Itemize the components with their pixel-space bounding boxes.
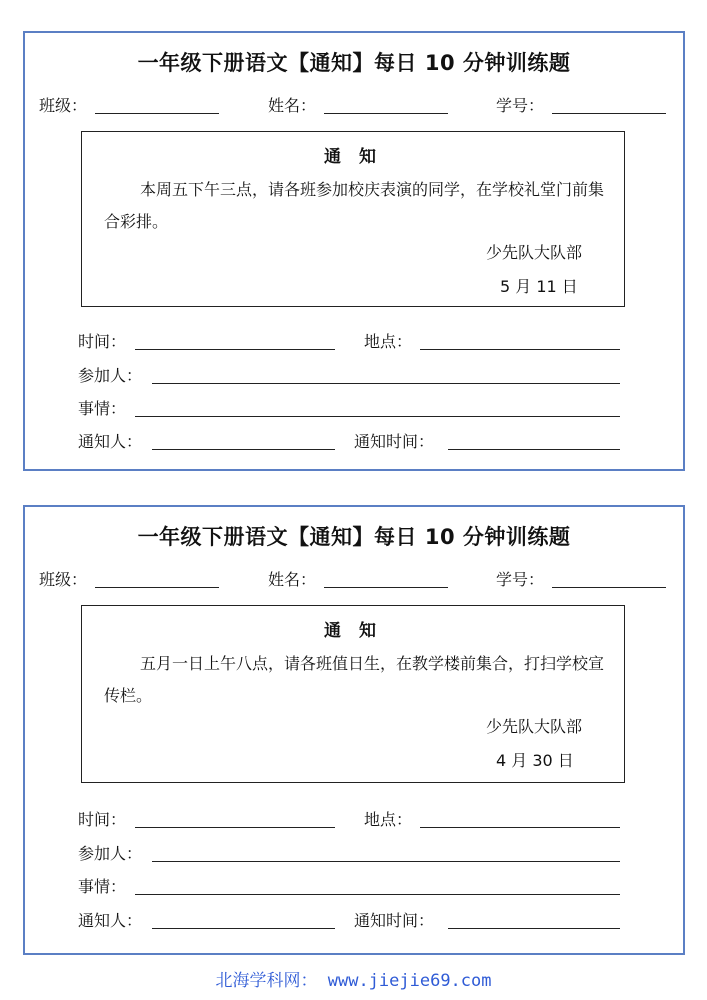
- name-blank[interactable]: [324, 587, 448, 588]
- student-number-blank[interactable]: [552, 587, 666, 588]
- place-label: 地点：: [364, 332, 413, 351]
- matter-label: 事情：: [78, 399, 127, 418]
- notifier-blank[interactable]: [152, 928, 335, 929]
- footer-watermark: 北海学科网： www.jiejie69.com: [215, 971, 492, 991]
- name-label: 姓名：: [268, 570, 317, 589]
- participants-row: [78, 841, 622, 865]
- participants-row: [78, 363, 622, 387]
- matter-blank[interactable]: [135, 416, 620, 417]
- time-place-row: [78, 807, 622, 831]
- student-number-label: 学号：: [496, 570, 545, 589]
- participants-label: 参加人：: [78, 844, 143, 863]
- notice-box: [81, 605, 625, 783]
- worksheet-2: [23, 505, 685, 955]
- place-blank[interactable]: [420, 827, 620, 828]
- student-number-label: 学号：: [496, 96, 545, 115]
- name-blank[interactable]: [324, 113, 448, 114]
- notify-time-blank[interactable]: [448, 449, 620, 450]
- worksheet-title: 一年级下册语文【通知】每日 10 分钟训练题: [137, 51, 571, 75]
- notifier-row: [78, 429, 622, 453]
- student-number-blank[interactable]: [552, 113, 666, 114]
- notifier-blank[interactable]: [152, 449, 335, 450]
- time-label: 时间：: [78, 810, 127, 829]
- matter-label: 事情：: [78, 877, 127, 896]
- student-info-row: [39, 567, 679, 591]
- time-blank[interactable]: [135, 827, 335, 828]
- participants-blank[interactable]: [152, 861, 620, 862]
- notify-time-label: 通知时间：: [354, 432, 435, 451]
- class-blank[interactable]: [95, 113, 219, 114]
- notice-date: 4 月 30 日: [496, 751, 574, 770]
- notice-signature: 少先队大队部: [485, 243, 582, 262]
- time-blank[interactable]: [135, 349, 335, 350]
- place-label: 地点：: [364, 810, 413, 829]
- notify-time-label: 通知时间：: [354, 911, 435, 930]
- notice-body: 本周五下午三点，请各班参加校庆表演的同学，在学校礼堂门前集合彩排。: [104, 180, 605, 231]
- notice-signature: 少先队大队部: [485, 717, 582, 736]
- notifier-row: [78, 908, 622, 932]
- name-label: 姓名：: [268, 96, 317, 115]
- participants-blank[interactable]: [152, 383, 620, 384]
- class-blank[interactable]: [95, 587, 219, 588]
- matter-row: [78, 874, 622, 898]
- matter-row: [78, 396, 622, 420]
- time-place-row: [78, 329, 622, 353]
- notice-box: [81, 131, 625, 307]
- student-info-row: [39, 93, 679, 117]
- notice-body: 五月一日上午八点，请各班值日生，在教学楼前集合，打扫学校宣传栏。: [104, 654, 605, 705]
- matter-blank[interactable]: [135, 894, 620, 895]
- notifier-label: 通知人：: [78, 911, 143, 930]
- notice-heading: 通 知: [324, 621, 382, 641]
- time-label: 时间：: [78, 332, 127, 351]
- class-label: 班级：: [39, 96, 88, 115]
- participants-label: 参加人：: [78, 366, 143, 385]
- worksheet-title: 一年级下册语文【通知】每日 10 分钟训练题: [137, 525, 571, 549]
- notice-heading: 通 知: [324, 147, 382, 167]
- worksheet-1: [23, 31, 685, 471]
- class-label: 班级：: [39, 570, 88, 589]
- notify-time-blank[interactable]: [448, 928, 620, 929]
- place-blank[interactable]: [420, 349, 620, 350]
- notice-date: 5 月 11 日: [500, 277, 578, 296]
- notifier-label: 通知人：: [78, 432, 143, 451]
